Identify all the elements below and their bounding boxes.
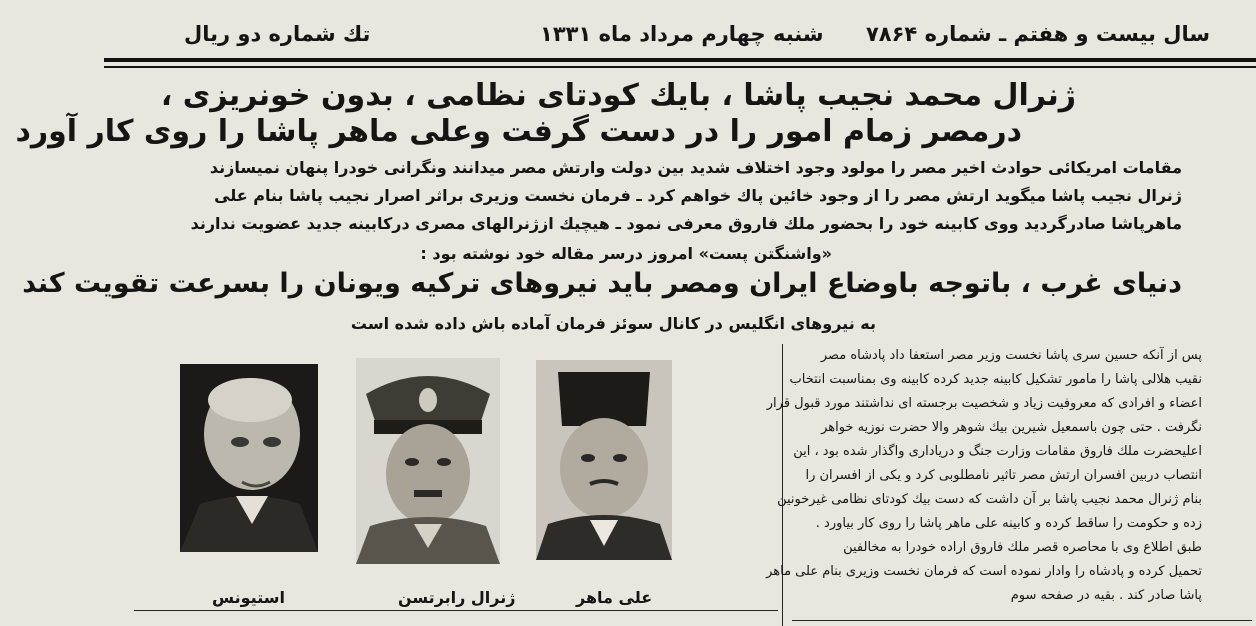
caption-general-robertson: ژنرال رابرتسن [398,588,516,607]
bottom-rule-left [134,610,778,611]
article-line: تحمیل کرده و پادشاه را وادار نموده است که فرمان نخست وزیری بنام علی ماهر [766,564,1202,579]
issue-price: تك شماره دو ریال [184,22,371,46]
article-line: طبق اطلاع وی با محاصره قصر ملك فاروق اراده خودرا به مخالفین [843,540,1202,555]
photo-general-robertson [356,358,500,564]
article-line: زده و حکومت را ساقط کرده و کابینه علی ماهر پاشا را روی کار بیاورد . [815,516,1202,531]
masthead-rule-thin [104,66,1256,68]
headline-line-1: ژنرال محمد نجیب پاشا ، بایك کودتای نظامی ، بدون خونریزی ، [160,78,1076,113]
column-divider [782,344,783,626]
lead-line-1: مقامات امریکائی حوادث اخیر مصر را مولود وجود اختلاف شدید بین دولت وارتش مصر میدانند ونگرانی خودرا پنهان نمیسازند [209,158,1182,177]
subheadline: دنیای غرب ، باتوجه باوضاع ایران ومصر باید نیروهای ترکیه ویونان را بسرعت تقویت کند [22,268,1182,299]
bottom-rule-right [792,620,1252,621]
lead-line-2: ژنرال نجیب پاشا میگوید ارتش مصر را از وجود خائین پاك خواهم کرد ـ فرمان نخست وزیری براثر اصرار نجیب پاشا بنام علی [214,186,1182,205]
issue-number: سال بیست و هفتم ـ شماره ۷۸۶۴ [865,22,1210,46]
article-line: انتصاب دربین افسران ارتش مصر تاثیر نامطلوبی کرد و یکی از افسران را [805,468,1202,483]
lead-line-3: ماهرپاشا صادرگردید ووی کابینه خود را بحضور ملك فاروق معرفی نمود ـ هیچیك ازژنرالهای مصری درکابینه جدید عضویت ندارند [190,214,1182,233]
caption-ali-maher: علی ماهر [576,588,653,607]
masthead-rule-thick [104,58,1256,62]
article-line: اعلیحضرت ملك فاروق مقامات وزارت جنگ و دریاداری واگذار شده بود ، این [793,444,1202,459]
article-line: بنام ژنرال محمد نجیب پاشا بر آن داشت که دست بیك کودتای نظامی غیرخونین [777,492,1202,507]
article-line: اعضاء و افرادی که معروفیت زیاد و شخصیت برجسته ای نداشتند مورد قبول قرار [766,396,1202,411]
issue-date: شنبه چهارم مرداد ماه ۱۳۳۱ [540,22,824,46]
article-line: پاشا صادر کند . بقیه در صفحه سوم [1010,588,1202,603]
subheadline-2: به نیروهای انگلیس در کانال سوئز فرمان آماده باش داده شده است [350,314,876,333]
headline-line-2: درمصر زمام امور را در دست گرفت وعلی ماهر پاشا را روی کار آورد [15,114,1022,149]
article-line: نقیب هلالی پاشا را مامور تشکیل کابینه جدید کرده کابینه وی بمناسبت انتخاب [789,372,1202,387]
photo-ali-maher [536,360,672,560]
article-line: پس از آنکه حسین سری پاشا نخست وزیر مصر استعفا داد پادشاه مصر [820,348,1202,363]
caption-stevens: استیونس [212,588,285,607]
article-line: نگرفت . حتی چون باسمعیل شیرین بیك شوهر والا حضرت نوزیه خواهر [821,420,1202,435]
photo-stevens [180,364,318,552]
masthead [0,22,1256,62]
lead-line-4: «واشنگتن پست» امروز درسر مقاله خود نوشته بود : [420,244,832,263]
